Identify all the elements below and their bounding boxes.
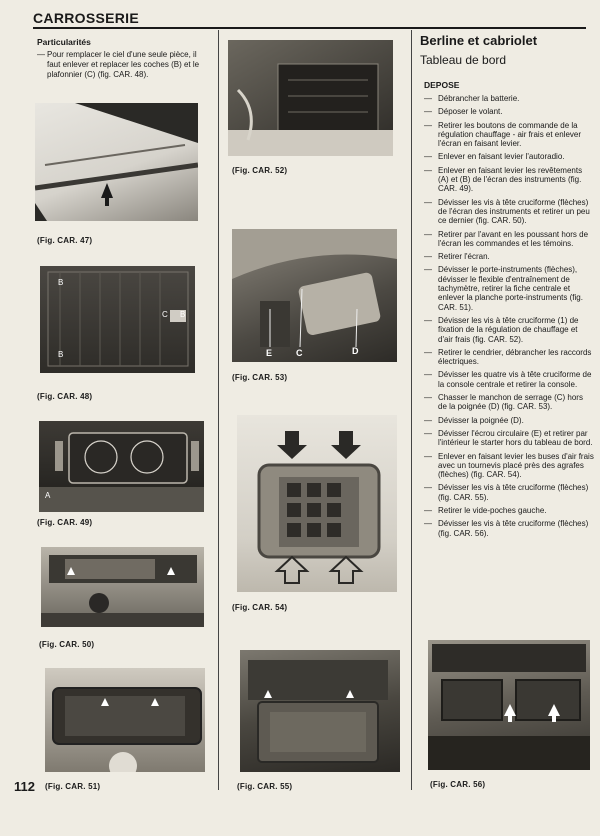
figure-54-caption: (Fig. CAR. 54) bbox=[232, 603, 288, 612]
figure-53-label-e: E bbox=[266, 348, 273, 358]
figure-55-drawing bbox=[240, 650, 400, 772]
page-number: 112 bbox=[14, 779, 35, 794]
header-rule bbox=[33, 27, 586, 29]
step-item: — Dévisser les vis à tête cruciforme (1) de fixation de la régulation de chauffage et d'air frais (fig. CAR. 52). bbox=[424, 316, 594, 344]
step-item: — Dévisser les vis à tête cruciforme (flèches) (fig. CAR. 55). bbox=[424, 483, 594, 502]
figure-48-photo bbox=[40, 266, 195, 373]
step-item: — Retirer par l'avant en les poussant hors de l'écran les commandes et les témoins. bbox=[424, 230, 594, 249]
figure-48-label-b-bottom: B bbox=[58, 350, 64, 359]
notes-body: Pour remplacer le ciel d'une seule pièce, il faut enlever et replacer les coches (B) et le plafonnier (C) (fig. CAR. 48). bbox=[47, 50, 200, 79]
notes-title: Particularités bbox=[37, 37, 91, 47]
figure-53-caption: (Fig. CAR. 53) bbox=[232, 373, 288, 382]
figure-49-caption: (Fig. CAR. 49) bbox=[37, 518, 93, 527]
section-title: Berline et cabriolet bbox=[420, 33, 538, 48]
figure-51-caption: (Fig. CAR. 51) bbox=[45, 782, 101, 791]
figure-50-drawing bbox=[41, 547, 204, 627]
figure-52-drawing bbox=[228, 40, 393, 156]
figure-49-label-a: A bbox=[45, 491, 51, 500]
figure-50-photo bbox=[41, 547, 204, 627]
figure-48-label-b: B bbox=[180, 310, 186, 319]
figure-48-caption: (Fig. CAR. 48) bbox=[37, 392, 93, 401]
section-subtitle: Tableau de bord bbox=[420, 53, 507, 67]
step-item: — Dévisser les vis à tête cruciforme (flèches) (fig. CAR. 56). bbox=[424, 519, 594, 538]
figure-47-drawing bbox=[35, 103, 198, 221]
step-item: — Dévisser les vis à tête cruciforme (flèches) de l'écran des instruments et retirer un peu ce dernier (fig. CAR. 50). bbox=[424, 198, 594, 226]
figure-54-photo bbox=[237, 415, 397, 592]
step-item: — Dévisser la poignée (D). bbox=[424, 416, 594, 425]
figure-49-photo bbox=[39, 421, 204, 512]
figure-51-drawing bbox=[45, 668, 205, 772]
figure-55-caption: (Fig. CAR. 55) bbox=[237, 782, 293, 791]
figure-53-label-c: C bbox=[296, 348, 303, 358]
figure-52-caption: (Fig. CAR. 52) bbox=[232, 166, 288, 175]
column-divider-right bbox=[411, 30, 412, 790]
step-item: — Dévisser les quatre vis à tête cruciforme de la console centrale et retirer la console. bbox=[424, 370, 594, 389]
figure-49-drawing bbox=[39, 421, 204, 512]
step-item: — Enlever en faisant levier l'autoradio. bbox=[424, 152, 594, 161]
step-item: — Enlever en faisant levier les buses d'air frais avec un tournevis placé près des agrafes (flèches) (fig. CAR. 54). bbox=[424, 452, 594, 480]
step-item: — Enlever en faisant levier les revêtements (A) et (B) de l'écran des instruments (fig. CAR. 49). bbox=[424, 166, 594, 194]
figure-53-drawing bbox=[232, 229, 397, 362]
step-item: — Retirer le cendrier, débrancher les raccords électriques. bbox=[424, 348, 594, 367]
figure-56-drawing bbox=[428, 640, 590, 770]
figure-55-photo bbox=[240, 650, 400, 772]
figure-56-caption: (Fig. CAR. 56) bbox=[430, 780, 486, 789]
step-item: — Dévisser le porte-instruments (flèches), dévisser le flexible d'entraînement de tachymètre, retirer la fiche centrale et enlever la planche porte-instruments (fig. CAR. 51). bbox=[424, 265, 594, 311]
step-item: — Retirer les boutons de commande de la régulation chauffage - air frais et enlever l'écran en faisant levier. bbox=[424, 121, 594, 149]
notes-text bbox=[37, 50, 207, 80]
section-header: CARROSSERIE bbox=[33, 10, 139, 26]
figure-51-photo bbox=[45, 668, 205, 772]
step-item: — Retirer le vide-poches gauche. bbox=[424, 506, 594, 515]
figure-54-drawing bbox=[237, 415, 397, 592]
figure-52-photo bbox=[228, 40, 393, 156]
step-item: — Déposer le volant. bbox=[424, 107, 594, 116]
figure-48-label-c: C bbox=[162, 310, 168, 319]
figure-50-caption: (Fig. CAR. 50) bbox=[39, 640, 95, 649]
procedure-steps bbox=[424, 94, 594, 542]
notes-dash: — bbox=[37, 50, 45, 59]
figure-47-photo bbox=[35, 103, 198, 221]
column-divider-left bbox=[218, 30, 219, 790]
figure-56-photo bbox=[428, 640, 590, 770]
figure-53-label-d: D bbox=[352, 346, 359, 356]
step-item: — Chasser le manchon de serrage (C) hors de la poignée (D) (fig. CAR. 53). bbox=[424, 393, 594, 412]
section-label: DEPOSE bbox=[424, 80, 460, 90]
step-item: — Débrancher la batterie. bbox=[424, 94, 594, 103]
figure-47-caption: (Fig. CAR. 47) bbox=[37, 236, 93, 245]
step-item: — Dévisser l'écrou circulaire (E) et retirer par l'intérieur le starter hors du tableau de bord. bbox=[424, 429, 594, 448]
figure-53-photo bbox=[232, 229, 397, 362]
figure-48-label-b-top: B bbox=[58, 278, 64, 287]
step-item: — Retirer l'écran. bbox=[424, 252, 594, 261]
